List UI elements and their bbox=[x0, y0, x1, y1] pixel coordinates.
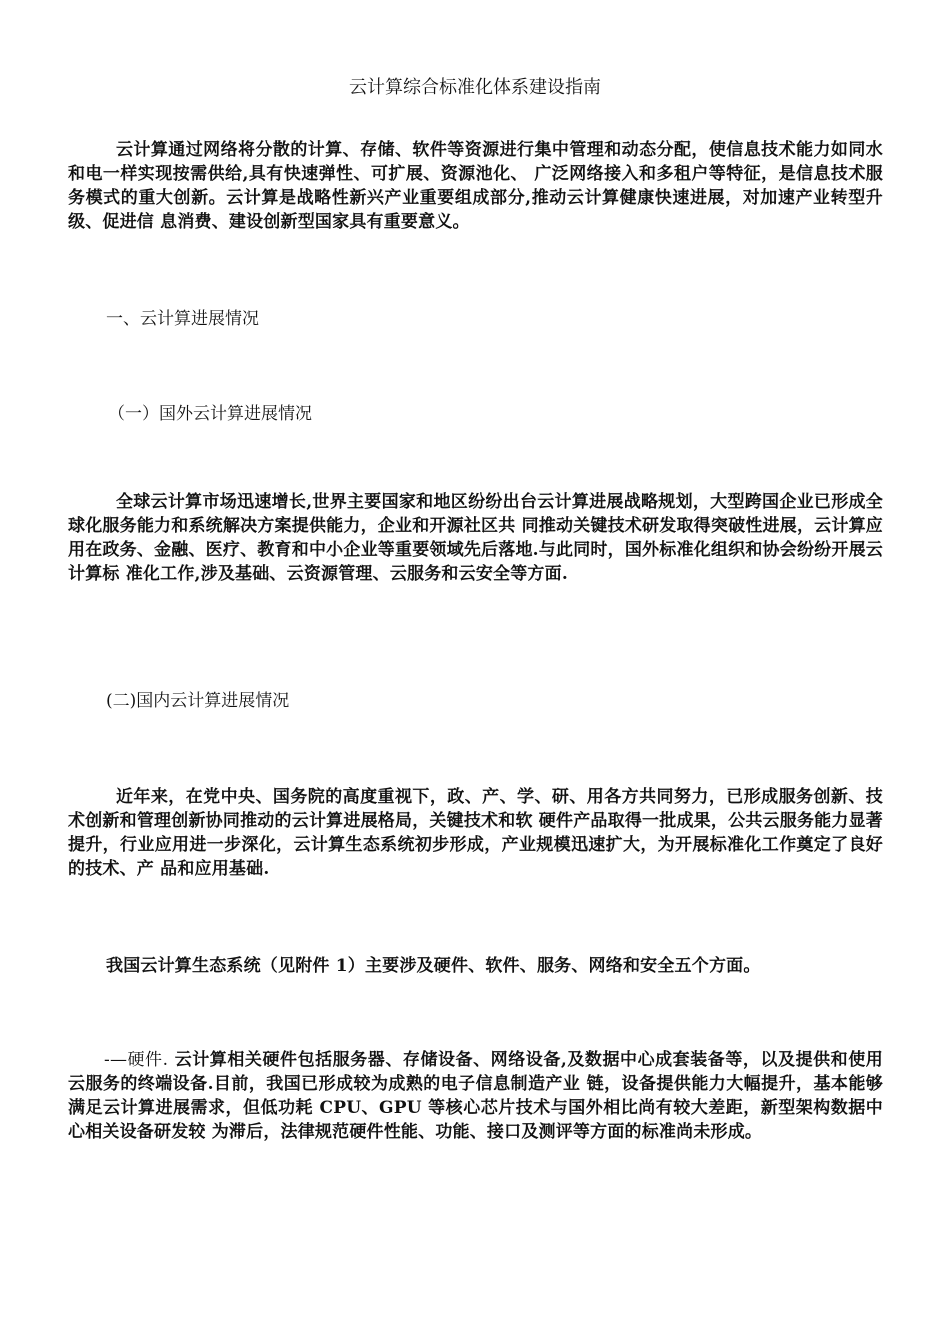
section-heading-1: 一、云计算进展情况 bbox=[106, 309, 259, 329]
subsection-heading-foreign: （一）国外云计算进展情况 bbox=[108, 404, 312, 424]
subsection-heading-domestic: (二)国内云计算进展情况 bbox=[106, 691, 290, 711]
domestic-development-paragraph: 近年来，在党中央、国务院的高度重视下，政、产、学、研、用各方共同努力，已形成服务创新、技术创新和管理创新协同推动的云计算进展格局，关键技术和软 硬件产品取得一批成果，公共云服务能力显著提升，行业应用进一步深化，云计算生态系统初步形成，产业规模迅速扩大，为开展标准化工作奠定了良好的技术、产 品和应用基础. bbox=[68, 787, 883, 879]
foreign-development-paragraph: 全球云计算市场迅速增长,世界主要国家和地区纷纷出台云计算进展战略规划，大型跨国企业已形成全球化服务能力和系统解决方案提供能力，企业和开源社区共 同推动关键技术研发取得突破性进展，云计算应用在政务、金融、医疗、教育和中小企业等重要领域先后落地.与此同时，国外标准化组织和协会纷纷开展云计算标 准化工作,涉及基础、云资源管理、云服务和云安全等方面. bbox=[68, 492, 883, 584]
hardware-paragraph bbox=[68, 1048, 883, 1144]
document-title: 云计算综合标准化体系建设指南 bbox=[349, 77, 601, 98]
ecosystem-paragraph: 我国云计算生态系统（见附件 1）主要涉及硬件、软件、服务、网络和安全五个方面。 bbox=[106, 956, 761, 976]
intro-paragraph: 云计算通过网络将分散的计算、存储、软件等资源进行集中管理和动态分配，使信息技术能力如同水和电一样实现按需供给,具有快速弹性、可扩展、资源池化、 广泛网络接入和多租户等特征，是信息技术服务模式的重大创新。云计算是战略性新兴产业重要组成部分,推动云计算健康快速进展，对加速产业转型升级、促进信 息消费、建设创新型国家具有重要意义。 bbox=[68, 140, 883, 232]
hardware-lead: -—硬件. bbox=[104, 1050, 169, 1070]
hardware-body: 云计算相关硬件包括服务器、存储设备、网络设备,及数据中心成套装备等，以及提供和使用云服务的终端设备.目前，我国已形成较为成熟的电子信息制造产业 链，设备提供能力大幅提升，基本能够满足云计算进展需求，但低功耗 CPU、GPU 等核心芯片技术与国外相比尚有较大差距，新型架构数据中心相关设备研发较 为滞后，法律规范硬件性能、功能、接口及测评等方面的标准尚未形成。 bbox=[68, 1050, 883, 1142]
